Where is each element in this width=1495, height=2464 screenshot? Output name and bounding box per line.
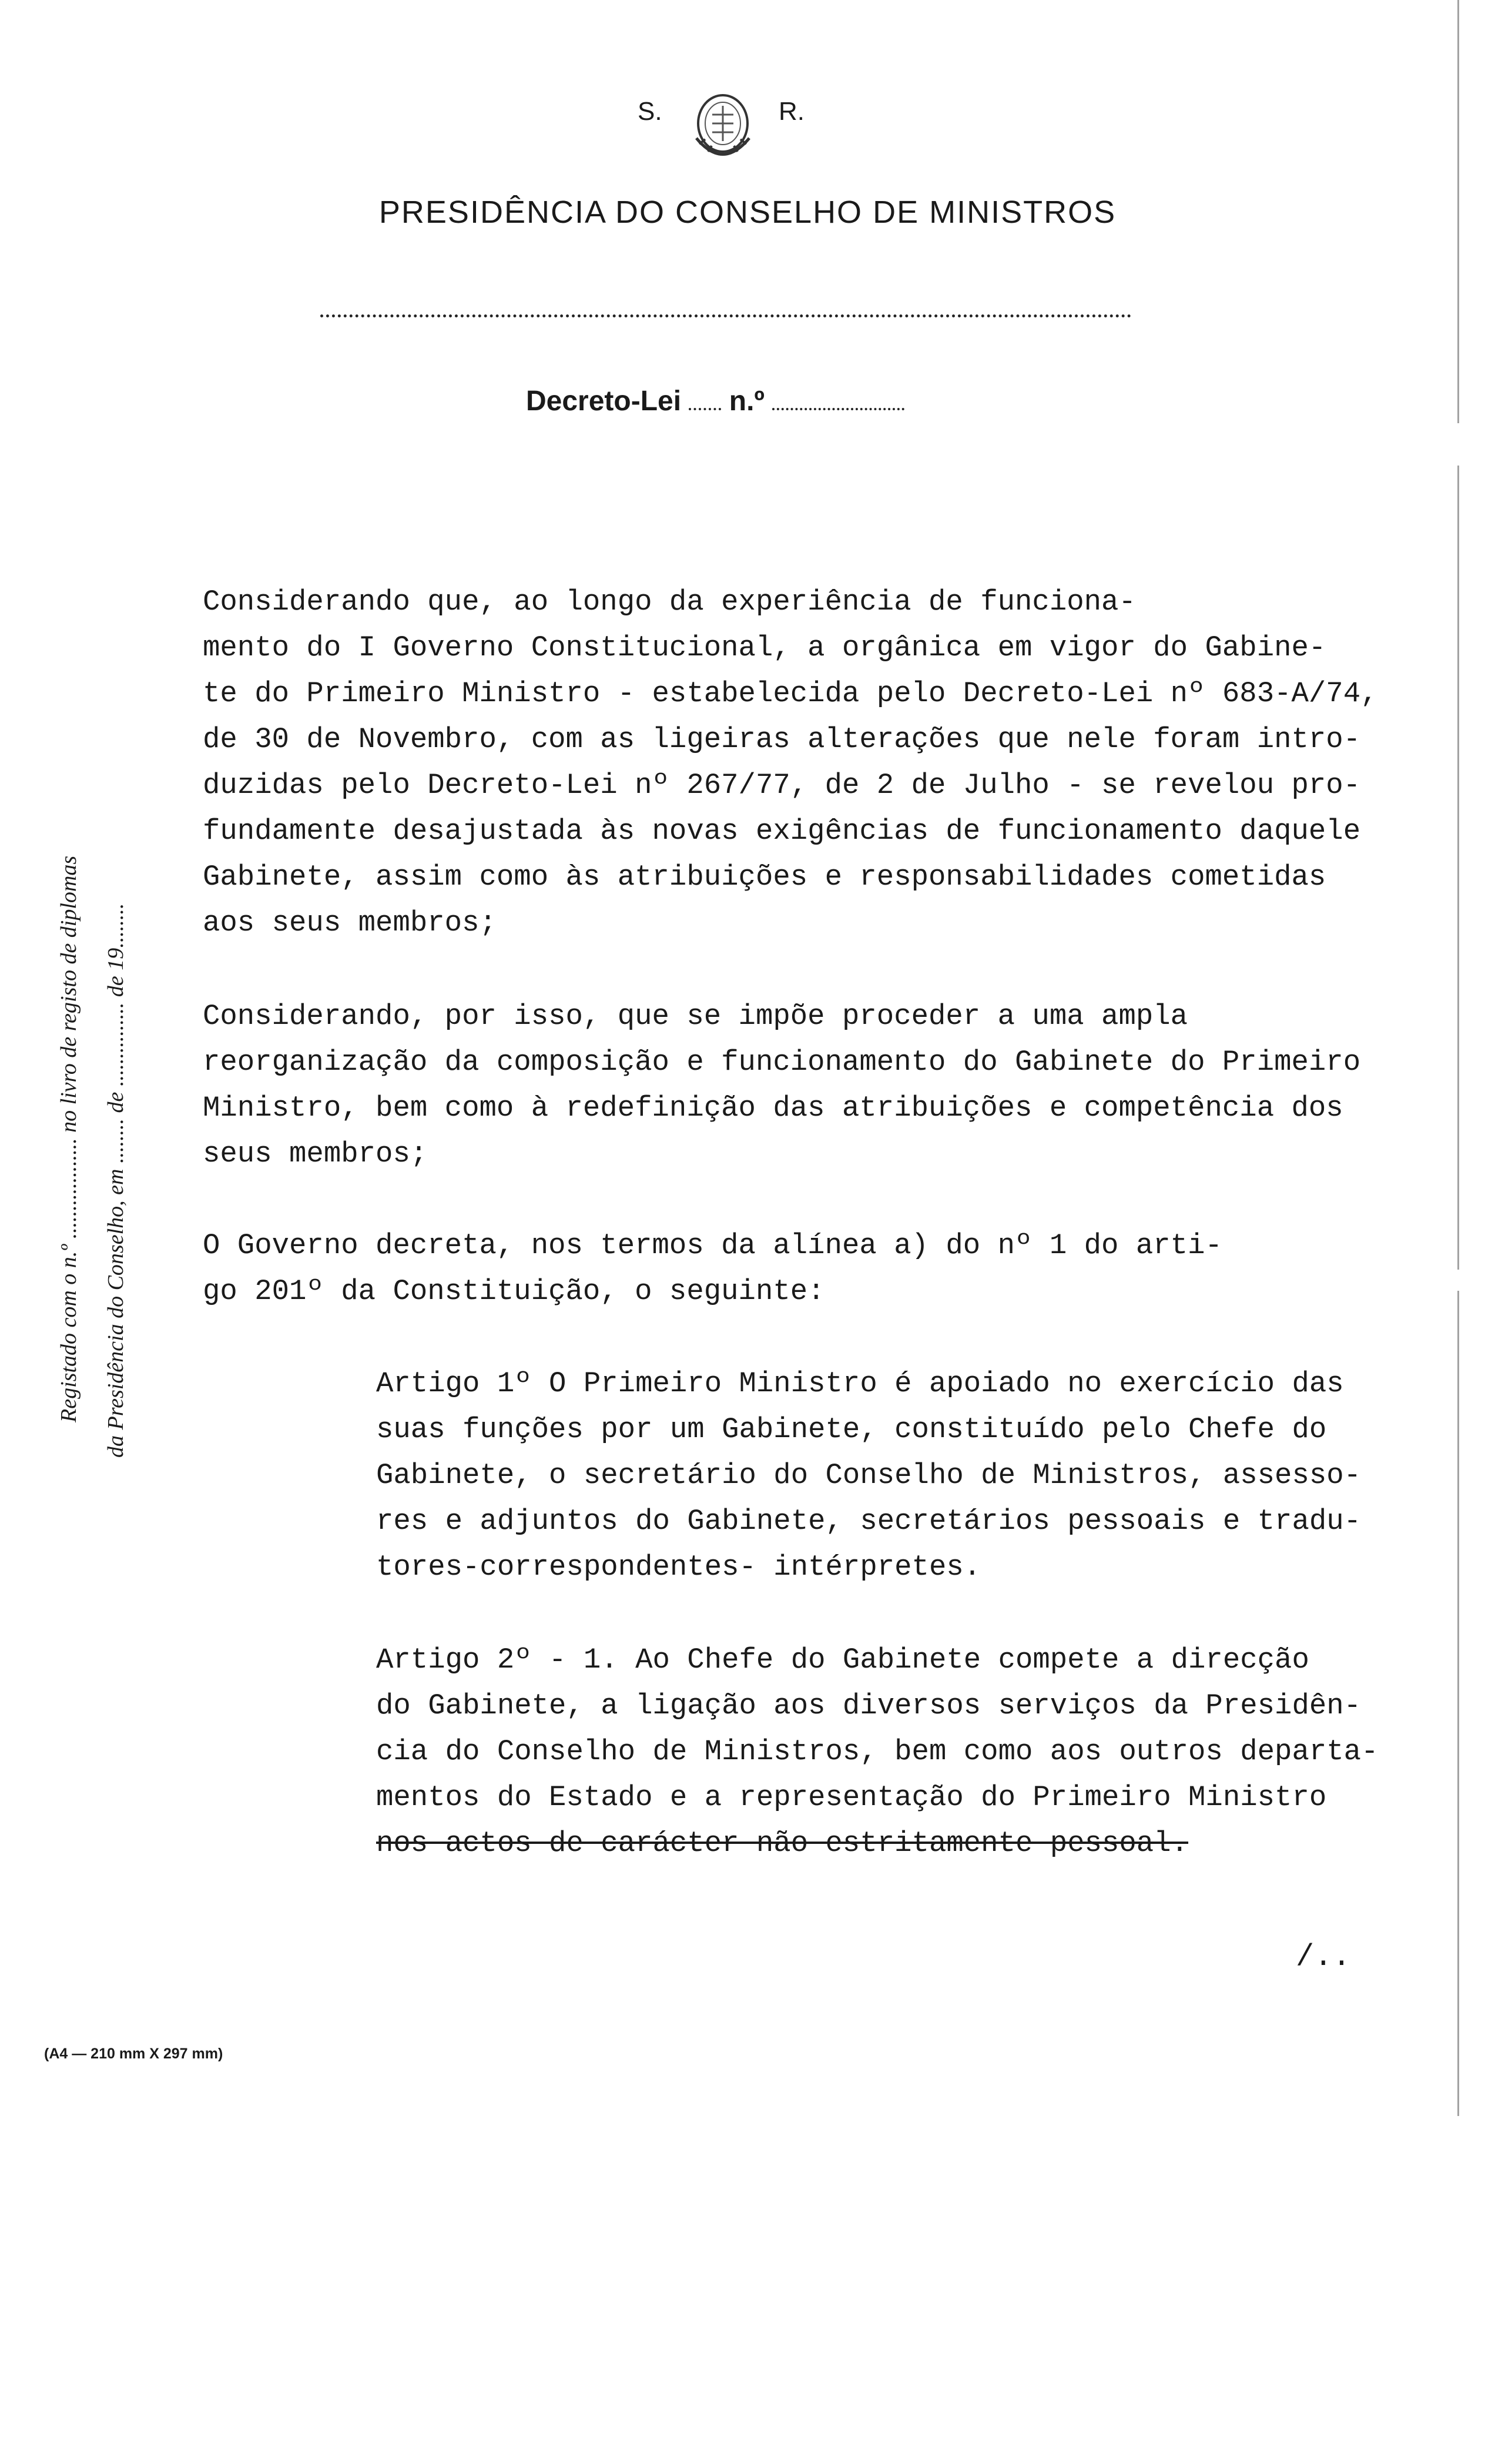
header-left-letter: S. [638,97,662,126]
paper-format-note: (A4 — 210 mm X 297 mm) [44,2045,223,2062]
article-2: Artigo 2º - 1. Ao Chefe do Gabinete compete a direcção do Gabinete, a ligação aos diversos serviços da Presidên- cia do Conselho de Ministros, bem como aos outros departa- mentos do Estado e a representação do Primeiro Ministro [376,1643,1379,1814]
header-right-letter: R. [779,97,805,126]
article-2-struck-line: nos actos de carácter não estritamente pessoal. [376,1827,1189,1860]
article-1: Artigo 1º O Primeiro Ministro é apoiado no exercício das suas funções por um Gabinete, constituído pelo Chefe do Gabinete, o secretário do Conselho de Ministros, assesso- res e adjuntos do Gabinete, secretários pessoais e tradu- tores-correspondentes- intérpretes. [376,1367,1362,1583]
registration-note-line1: Registado com o n.º .................. no livro de registo de diplomas [56,855,81,1422]
continuation-mark: /.. [1296,1940,1351,1974]
paragraph-considerando-1: Considerando que, ao longo da experiência de funciona- mento do I Governo Constitucional, a orgânica em vigor do Gabine- te do Primeiro Ministro - estabelecida pelo Decreto-Lei nº 683-A/74, de 30 de Novembro, com as ligeiras alterações que nele foram intro- duzidas pelo Decreto-Lei nº 267/77, de 2 de Julho - se revelou pro- fundamente desajustada às novas exigências de funcionamento daquele Gabinete, assim como às atribuições e responsabilidades cometidas aos seus membros; [203,585,1378,939]
decree-number-label: n.º [729,386,765,417]
dotted-divider [320,314,1131,317]
registration-note-line2: da Presidência do Conselho, em ........ de ............... de 19........ [103,903,128,1458]
decree-heading [526,385,904,417]
decree-label: Decreto-Lei [526,386,682,417]
page-title: PRESIDÊNCIA DO CONSELHO DE MINISTROS [378,195,1117,230]
page-edge-rule [1457,0,1459,2116]
paragraph-decreta: O Governo decreta, nos termos da alínea a) do nº 1 do arti- go 201º da Constituição, o seguinte: [203,1229,1222,1308]
decree-number-blank [772,408,904,410]
paragraph-considerando-2: Considerando, por isso, que se impõe proceder a uma ampla reorganização da composição e funcionamento do Gabinete do Primeiro Ministro, bem como à redefinição das atribuições e competência dos seus membros; [203,1000,1361,1170]
coat-of-arms-seal-icon [676,82,770,170]
decree-blank [689,408,721,410]
